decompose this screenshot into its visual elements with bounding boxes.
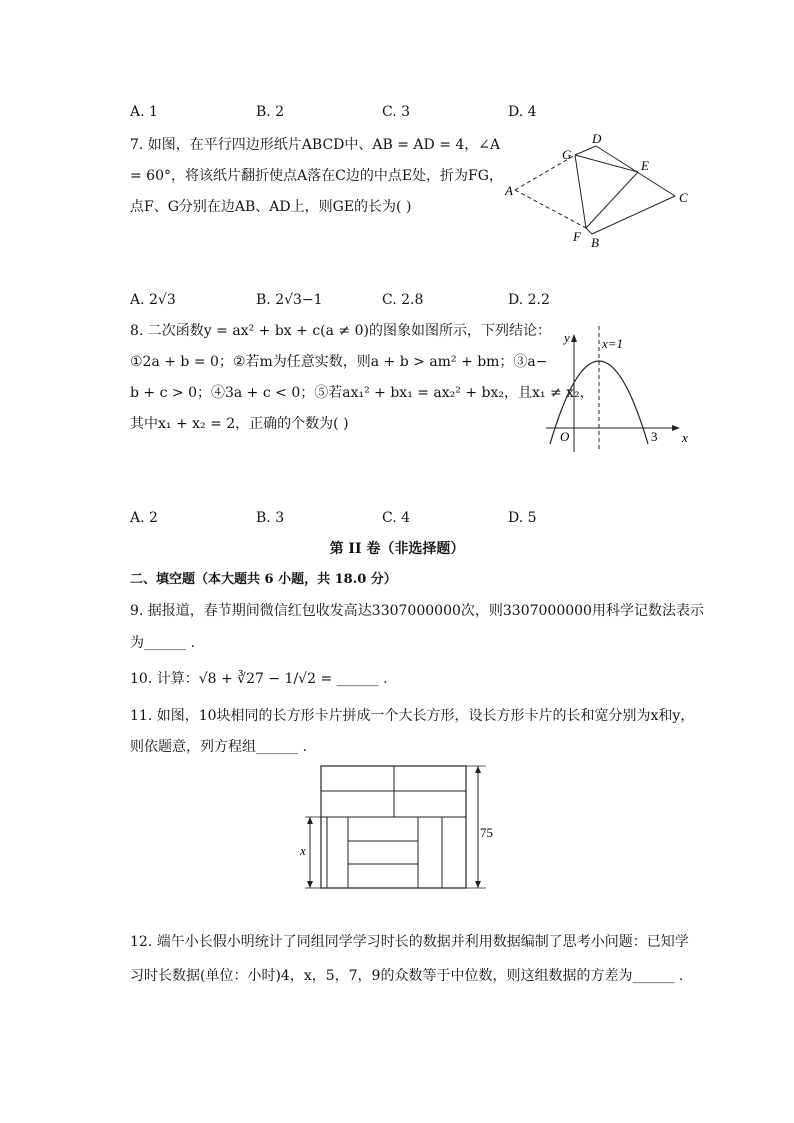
q7-option-d[interactable]: D. 2.2 <box>508 292 550 308</box>
q8-label-y: y <box>564 330 570 345</box>
section-title: 第 II 卷（非选择题） <box>329 541 465 557</box>
q11-text-line1: 11. 如图，10块相同的长方形卡片拼成一个大长方形，设长方形卡片的长和宽分别为x和y， <box>130 708 695 724</box>
q8-parabola-figure <box>540 322 700 454</box>
q7-parallelogram-figure <box>500 128 700 253</box>
q12-text-line1: 12. 端午小长假小明统计了同组同学学习时长的数据并利用数据编制了思考小问题：已知学 <box>130 934 689 950</box>
q6-option-d[interactable]: D. 4 <box>508 104 537 120</box>
q9-text-line2: 为______ . <box>130 635 195 651</box>
q7-text-line3: 点F、G分别在边AB、AD上，则GE的长为( ) <box>130 199 412 215</box>
q9-text-line1: 9. 据报道，春节期间微信红包收发高达3307000000次，则3307000000用科学记数法表示 <box>130 603 704 619</box>
q7-label-b: B <box>591 235 599 250</box>
q8-text-line1: 8. 二次函数y = ax² + bx + c(a ≠ 0)的图象如图所示，下列结论： <box>130 323 551 339</box>
q7-label-d: D <box>592 131 602 146</box>
q8-text-line3: b + c > 0；④3a + c < 0；⑤若ax₁² + bx₁ = ax₂² + bx₂，且x₁ ≠ x₂， <box>130 385 594 401</box>
q11-label-75: 75 <box>480 825 493 840</box>
q7-label-f: F <box>573 229 581 244</box>
q8-label-x: x <box>682 430 688 445</box>
q7-label-c: C <box>679 190 688 205</box>
q11-text-line2: 则依题意，列方程组______ . <box>130 739 307 755</box>
q6-option-a[interactable]: A. 1 <box>130 104 158 120</box>
q8-option-c[interactable]: C. 4 <box>382 510 411 526</box>
q7-label-a: A <box>505 183 513 198</box>
q8-option-d[interactable]: D. 5 <box>508 510 537 526</box>
q8-text-line4: 其中x₁ + x₂ = 2，正确的个数为( ) <box>130 416 349 432</box>
section-subtitle: 二、填空题（本大题共 6 小题，共 18.0 分） <box>130 572 397 587</box>
q8-label-origin: O <box>560 429 570 444</box>
q7-label-g: G <box>562 147 572 162</box>
q8-text-line2: ①2a + b = 0；②若m为任意实数，则a + b > am² + bm；③a− <box>130 354 548 370</box>
q7-text-line2: = 60°，将该纸片翻折使点A落在C边的中点E处，折为FG， <box>130 168 503 184</box>
q11-rectangle-figure <box>296 760 500 894</box>
q7-option-c[interactable]: C. 2.8 <box>382 292 424 308</box>
q8-label-root: 3 <box>651 429 658 444</box>
q6-option-b[interactable]: B. 2 <box>256 104 285 120</box>
q12-text-line2: 习时长数据(单位：小时)4，x，5，7，9的众数等于中位数，则这组数据的方差为______ . <box>130 968 684 984</box>
q7-option-b[interactable]: B. 2√3−1 <box>256 292 323 308</box>
q8-label-axis: x=1 <box>602 336 624 351</box>
q11-label-x: x <box>300 843 306 858</box>
q6-option-c[interactable]: C. 3 <box>382 104 411 120</box>
q8-option-b[interactable]: B. 3 <box>256 510 285 526</box>
q7-label-e: E <box>641 158 649 173</box>
q8-option-a[interactable]: A. 2 <box>130 510 158 526</box>
q7-text-line1: 7. 如图，在平行四边形纸片ABCD中、AB = AD = 4，∠A <box>130 137 501 153</box>
q7-option-a[interactable]: A. 2√3 <box>130 292 176 308</box>
q10-text: 10. 计算：√8 + ∛27 − 1/√2 = ______ . <box>130 671 388 687</box>
